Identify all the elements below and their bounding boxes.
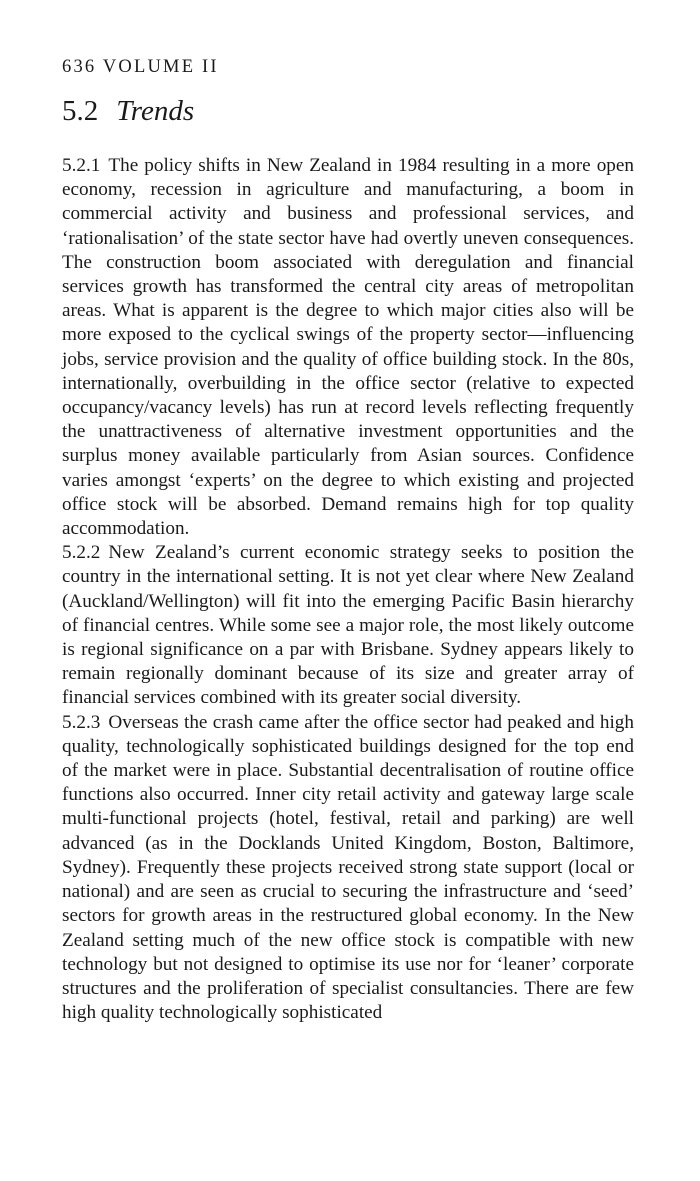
paragraph-text: Overseas the crash came after the office sector had peaked and high quality, technologically sophisticated buildings designed for the top end of the market were in place. Substantial decentralisation of routine office functions also occurred. Inner city retail activity and gateway large scale multi-functional projects (hotel, festival, retail and parking) are well advanced (as in the Docklands United Kingdom, Boston, Baltimore, Sydney). Frequently these projects received strong state support (local or national) and are seen as crucial to securing the infrastructure and ‘seed’ sectors for growth areas in the restructured global economy. In the New Zealand setting much of the new office stock is compatible with new technology but not designed to optimise its use nor for ‘leaner’ corporate structures and the proliferation of specialist consultancies. There are few high quality technologically sophisticated xyxy=(62,711,634,1024)
paragraph-number: 5.2.2 xyxy=(62,542,101,564)
paragraph-5-2-3 xyxy=(62,711,634,1026)
paragraph-number: 5.2.1 xyxy=(62,155,101,176)
paragraph-5-2-2 xyxy=(62,541,634,710)
document-page xyxy=(62,52,634,1025)
paragraph-5-2-1 xyxy=(62,154,634,541)
paragraph-number: 5.2.3 xyxy=(62,711,101,733)
page-number: 636 xyxy=(62,57,97,77)
section-title: Trends xyxy=(116,95,195,127)
paragraph-text: New Zealand’s current economic strategy seeks to position the country in the international setting. It is not yet clear where New Zealand (Auckland/Wellington) will fit into the emerging Pacific Basin hierarchy of financial centres. While some see a major role, the most likely outcome is regional significance on a par with Brisbane. Sydney appears likely to remain regionally dominant because of its size and greater array of financial services combined with its greater social diversity. xyxy=(62,542,634,709)
section-heading xyxy=(62,94,634,128)
volume-label: VOLUME II xyxy=(102,57,219,77)
paragraph-text: The policy shifts in New Zealand in 1984 resulting in a more open economy, recession in agriculture and manufacturing, a boom in commercial activity and business and professional services, and ‘rationalisation’ of the state sector have had overtly uneven consequences. The construction boom associated with deregulation and financial services growth has transformed the central city areas of metropolitan areas. What is apparent is the degree to which major cities also will be more exposed to the cyclical swings of the property sector—influencing jobs, service provision and the quality of office building stock. In the 80s, internationally, overbuilding in the office sector (relative to expected occupancy/vacancy levels) has run at record levels reflecting frequently the unattractiveness of alternative investment opportunities and the surplus money available particularly from Asian sources. Confidence varies amongst ‘experts’ on the degree to which existing and projected office stock will be absorbed. Demand remains high for top quality accommodation. xyxy=(62,155,634,540)
running-header xyxy=(62,52,634,82)
section-number: 5.2 xyxy=(62,95,99,127)
